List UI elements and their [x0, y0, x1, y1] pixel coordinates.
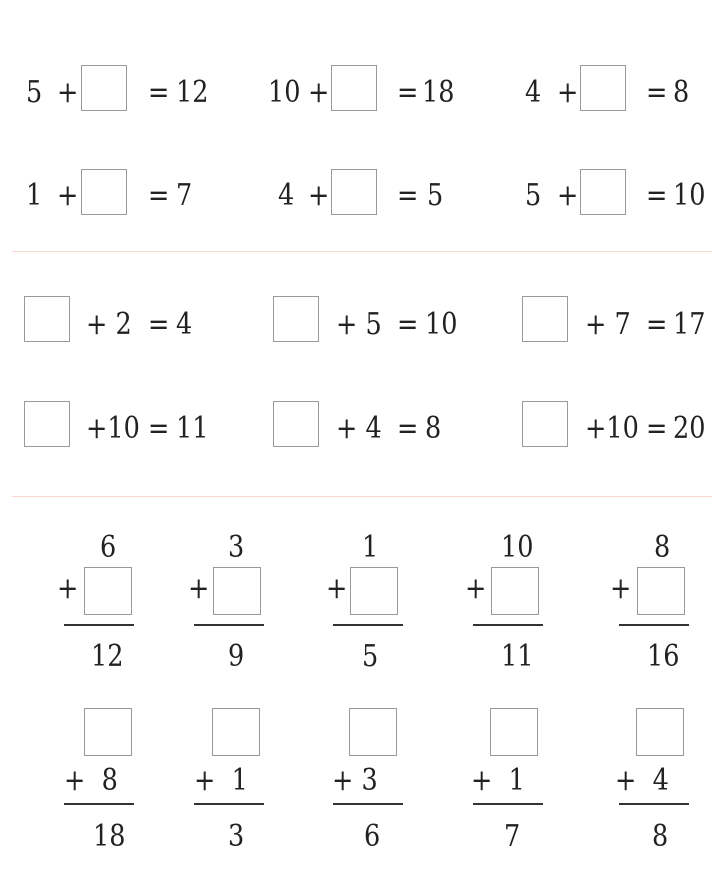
sum: 10 — [673, 178, 706, 213]
top-addend: 6 — [100, 530, 117, 565]
answer-box[interactable] — [213, 567, 261, 615]
first-addend: 10 — [268, 75, 301, 110]
answer-box[interactable] — [637, 567, 685, 615]
addend: +10 — [585, 411, 639, 446]
plus-sign: + — [57, 178, 79, 213]
sum: 3 — [228, 819, 245, 854]
addend: + 5 — [336, 307, 382, 342]
answer-box[interactable] — [273, 296, 319, 342]
equals-sign: = — [646, 178, 668, 213]
answer-box[interactable] — [212, 708, 260, 756]
equals-sign: = — [646, 307, 668, 342]
plus-sign: + — [308, 178, 330, 213]
addend: + 7 — [585, 307, 631, 342]
sum: 20 — [673, 411, 706, 446]
sum: 10 — [425, 307, 458, 342]
addend: + 4 — [336, 411, 382, 446]
sum-line — [194, 624, 264, 626]
sum: 11 — [501, 639, 534, 674]
top-addend: 1 — [362, 530, 379, 565]
equals-sign: = — [148, 411, 170, 446]
answer-box[interactable] — [490, 708, 538, 756]
section-divider — [12, 251, 712, 252]
answer-box[interactable] — [84, 708, 132, 756]
addend: + 4 — [615, 763, 669, 798]
answer-box[interactable] — [81, 169, 127, 215]
sum-line — [473, 803, 543, 805]
sum-line — [619, 803, 689, 805]
answer-box[interactable] — [522, 296, 568, 342]
sum: 18 — [422, 75, 455, 110]
answer-box[interactable] — [636, 708, 684, 756]
sum-line — [64, 624, 134, 626]
equals-sign: = — [397, 411, 419, 446]
addend: + 2 — [86, 307, 132, 342]
equals-sign: = — [148, 75, 170, 110]
plus-sign: + — [57, 571, 79, 606]
plus-sign: + — [465, 571, 487, 606]
sum: 17 — [673, 307, 706, 342]
sum: 12 — [91, 639, 124, 674]
equals-sign: = — [646, 75, 668, 110]
answer-box[interactable] — [522, 401, 568, 447]
first-addend: 4 — [278, 178, 295, 213]
answer-box[interactable] — [331, 65, 377, 111]
addend: +10 — [86, 411, 140, 446]
top-addend: 3 — [228, 530, 245, 565]
addend: + 1 — [194, 763, 248, 798]
sum: 8 — [652, 819, 669, 854]
sum: 18 — [93, 819, 126, 854]
addend: + 1 — [471, 763, 525, 798]
sum: 12 — [176, 75, 209, 110]
sum-line — [194, 803, 264, 805]
plus-sign: + — [188, 571, 210, 606]
equals-sign: = — [148, 178, 170, 213]
equals-sign: = — [646, 411, 668, 446]
top-addend: 8 — [654, 530, 671, 565]
sum: 4 — [176, 307, 193, 342]
sum: 7 — [504, 819, 521, 854]
sum-line — [619, 624, 689, 626]
first-addend: 4 — [525, 75, 542, 110]
answer-box[interactable] — [24, 401, 70, 447]
sum: 7 — [176, 178, 193, 213]
answer-box[interactable] — [273, 401, 319, 447]
sum-line — [473, 624, 543, 626]
answer-box[interactable] — [24, 296, 70, 342]
top-addend: 10 — [501, 530, 534, 565]
sum: 16 — [647, 639, 680, 674]
section-divider — [12, 496, 712, 497]
answer-box[interactable] — [580, 169, 626, 215]
answer-box[interactable] — [349, 708, 397, 756]
equals-sign: = — [397, 307, 419, 342]
sum: 5 — [427, 178, 444, 213]
sum: 9 — [228, 639, 245, 674]
sum-line — [333, 624, 403, 626]
first-addend: 5 — [26, 75, 43, 110]
sum: 8 — [425, 411, 442, 446]
plus-sign: + — [610, 571, 632, 606]
answer-box[interactable] — [331, 169, 377, 215]
first-addend: 5 — [525, 178, 542, 213]
plus-sign: + — [326, 571, 348, 606]
equals-sign: = — [397, 75, 419, 110]
sum-line — [64, 803, 134, 805]
plus-sign: + — [557, 75, 579, 110]
sum: 5 — [362, 639, 379, 674]
equals-sign: = — [148, 307, 170, 342]
addend: + 8 — [64, 763, 118, 798]
first-addend: 1 — [26, 178, 43, 213]
addend: + 3 — [332, 763, 378, 798]
sum-line — [333, 803, 403, 805]
plus-sign: + — [308, 75, 330, 110]
sum: 11 — [176, 411, 209, 446]
plus-sign: + — [557, 178, 579, 213]
equals-sign: = — [397, 178, 419, 213]
answer-box[interactable] — [84, 567, 132, 615]
answer-box[interactable] — [580, 65, 626, 111]
plus-sign: + — [57, 75, 79, 110]
answer-box[interactable] — [81, 65, 127, 111]
answer-box[interactable] — [491, 567, 539, 615]
answer-box[interactable] — [350, 567, 398, 615]
sum: 8 — [673, 75, 690, 110]
sum: 6 — [364, 819, 381, 854]
